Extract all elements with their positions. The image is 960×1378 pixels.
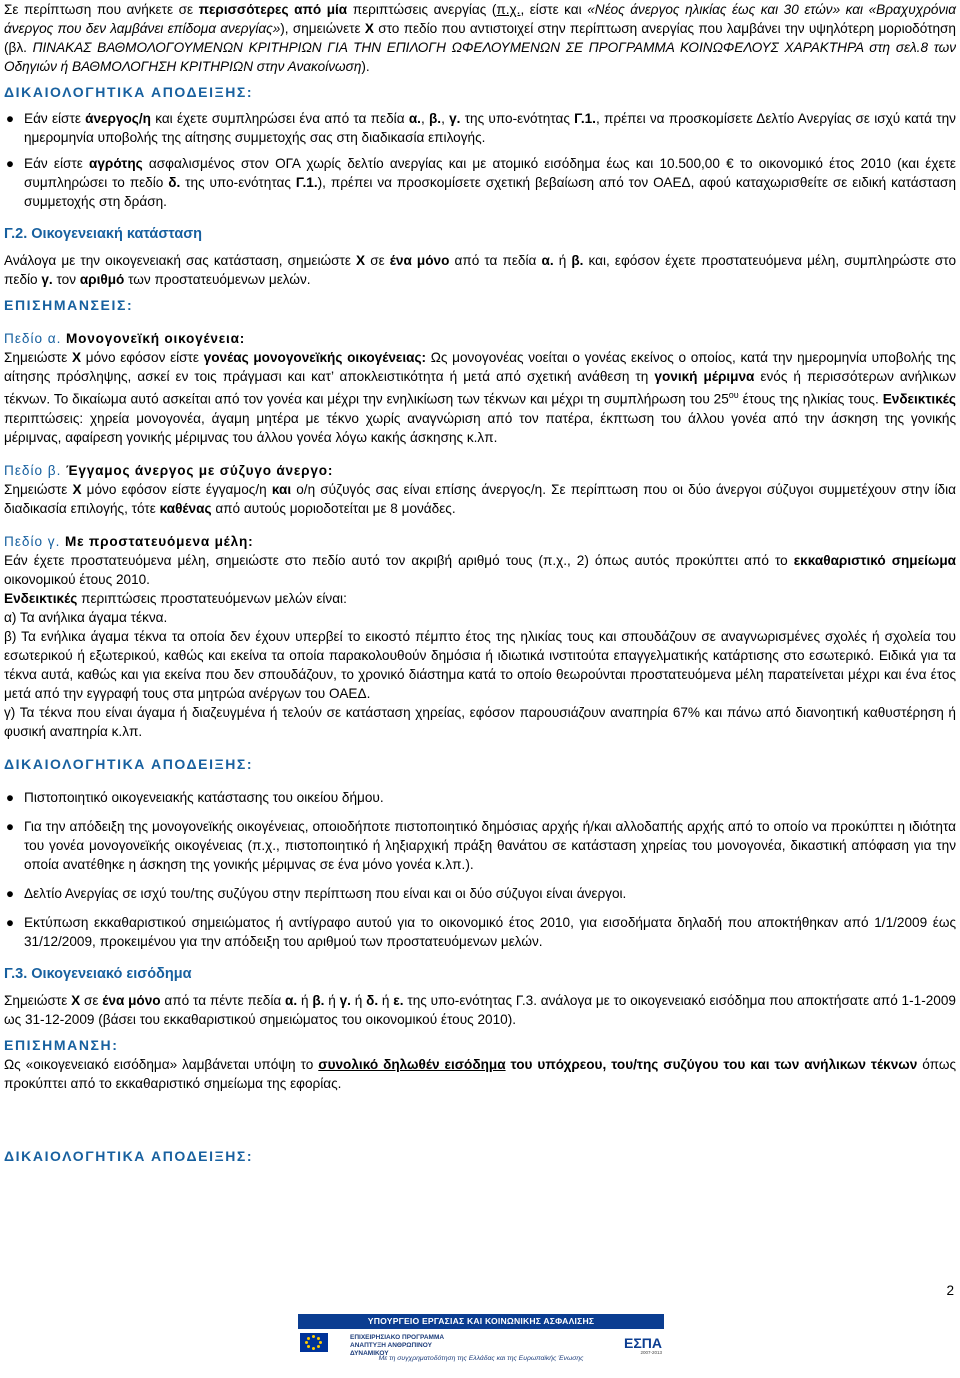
g2-intro-paragraph: Ανάλογα με την οικογενειακή σας κατάσταση, σημειώστε Χ σε ένα μόνο από τα πεδία α. ή β. και, εφόσον έχετε προστατευόμενα μέλη, συμπληρώστε στο πεδίο γ. τον αριθμό των προστατευόμενων μελών.	[4, 253, 957, 287]
g3-paragraph: Σημειώστε Χ σε ένα μόνο από τα πέντε πεδία α. ή β. ή γ. ή δ. ή ε. της υπο-ενότητας Γ.3. ανάλογα με το οικογενειακό εισόδημα που αποκτήσατε από 1-1-2009 ως 31-12-2009 (βάσει του εκκαθαριστικού σημειώματος του οικονομικού έτους 2010).	[4, 992, 956, 1027]
bullet-icon: ●	[5, 789, 15, 805]
footer-caption: Με τη συγχρηματοδότηση της Ελλάδας και της Ευρωπαϊκής Ένωσης	[378, 1355, 584, 1362]
field-c-paragraph: Εάν έχετε προστατευόμενα μέλη, σημειώστε στο πεδίο αυτό τον ακριβή αριθμό τους (π.χ., 2) όπως αυτός προκύπτει από το εκκαθαριστικό σημείωμα οικονομικού έτους 2010.	[4, 552, 956, 587]
field-c-item-c: γ) Τα τέκνα που είναι άγαμα ή διαζευγμένα ή τελούν σε κατάσταση χηρείας, εφόσον παρουσιάζουν αναπηρία 67% και πάνω από διανοητική καθυστέρηση ή φυσική αναπηρία κ.λπ.	[4, 704, 956, 739]
program-logo: ΕΠΙΧΕΙΡΗΣΙΑΚΟ ΠΡΟΓΡΑΜΜΑ ΑΝΑΠΤΥΞΗ ΑΝΘΡΩΠΙΝΟΥ ΔΥΝΑΜΙΚΟΥ	[350, 1334, 445, 1357]
field-c-heading: Πεδίο γ. Με προστατευόμενα μέλη:	[4, 533, 254, 549]
list-item: ● Εάν είστε άνεργος/η και έχετε συμπληρώσει ένα από τα πεδία α., β., γ. της υπο-ενότητας Γ.1., πρέπει να προσκομίσετε Δελτίο Ανεργίας σε ισχύ κατά την ημερομηνία υποβολής της αίτησης συμμετοχής σας στη διαδικασία επιλογής.	[5, 111, 956, 145]
espa-logo: ΕΣΠΑ	[624, 1335, 662, 1351]
document-page	[4, 0, 956, 1166]
espa-years: 2007-2013	[640, 1350, 662, 1355]
list-item: ● Πιστοποιητικό οικογενειακής κατάστασης του οικείου δήμου.	[5, 789, 384, 805]
field-b-paragraph: Σημειώστε Χ μόνο εφόσον είστε έγγαμος/η και ο/η σύζυγός σας είναι επίσης άνεργος/η. Σε περίπτωση που οι δύο άνεργοι σύζυγοι συμμετέχουν στην ίδια διαδικασία επιλογής, τότε καθένας από αυτούς μοριοδοτείται με 8 μονάδες.	[4, 481, 956, 516]
bullet-icon: ●	[5, 818, 15, 834]
field-c-item-a: α) Τα ανήλικα άγαμα τέκνα.	[4, 609, 168, 625]
eu-flag-icon	[300, 1333, 328, 1352]
section-heading-g3: Γ.3. Οικογενειακό εισόδημα	[4, 965, 192, 982]
proofs-heading-2: ΔΙΚΑΙΟΛΟΓΗΤΙΚΑ ΑΠΟΔΕΙΞΗΣ:	[4, 755, 254, 772]
page-number: 2	[946, 1283, 954, 1298]
field-a-paragraph: Σημειώστε Χ μόνο εφόσον είστε γονέας μονογονεϊκής οικογένειας: Ως μονογονέας νοείται ο γονέας εκείνος ο οποίος, κατά την ημερομηνία υποβολής της αίτησης πρόσληψης, ασκεί εν τοις πράγμασι και κατ’ αποκλειστικότητα ή μετά από σχετική ανάθεση τη γονική μέριμνα ενός ή περισσότερων ανήλικων τέκνων. Το δικαίωμα αυτό ασκείται από τον γονέα και μέχρι την ενηλικίωση των τέκνων και μέχρι τη συμπλήρωση του $25^{o\upsilon}$ έτους της ηλικίας τους. Ενδεικτικές περιπτώσεις: χηρεία μονογονέα, άγαμη μητέρα με τέκνο χωρίς αναγνώριση από τον πατέρα, έκπτωση του άλλου γονέα από την άσκηση της γονικής μέριμνας, αφαίρεση γονικής μέριμνας του άλλου γονέα λόγω κακής άσκησης κ.λπ.	[4, 350, 956, 445]
proofs-heading-3: ΔΙΚΑΙΟΛΟΓΗΤΙΚΑ ΑΠΟΔΕΙΞΗΣ:	[4, 1147, 254, 1164]
footer-banner	[298, 1314, 664, 1364]
proofs-list-1	[4, 109, 956, 211]
field-c-item-b: β) Τα ενήλικα άγαμα τέκνα τα οποία δεν έχουν υπερβεί το εικοστό πέμπτο έτος της ηλικίας τους και σπουδάζουν σε αναγνωρισμένες σχολές ή σχολεία του εσωτερικού ή εξωτερικού, καθώς και εκείνα τα οποία παρακολουθούν δημόσια ή ιδιωτικά ινστιτούτα επαγγελματικής κατάρτισης στο εσωτερικό. Ειδικά για τα τέκνα αυτά, καθώς και για εκείνα που δεν σπουδάζουν, το χρονικό διάστημα κατά το οποίο θεωρούνται προστατευόμενα μέλη παρατείνεται μέχρι και ένα έτος μετά από την εγγραφή τους στα μητρώα ανέργων του ΟΑΕΔ.	[4, 628, 956, 701]
section-heading-g2: Γ.2. Οικογενειακή κατάσταση	[4, 226, 203, 242]
notes-heading: ΕΠΙΣΗΜΑΝΣΕΙΣ:	[4, 297, 134, 313]
list-item: ● Για την απόδειξη της μονογονεϊκής οικογένειας, οποιοδήποτε πιστοποιητικό δημόσιας αρχής ή/και αλλοδαπής αρχής από το οποίο να προκύπτει η ιδιότητα του γονέα μονογονεϊκής οικογένειας (π.χ., πιστοποιητικό ή ληξιαρχική πράξη θανάτου σε κατάσταση χηρείας του μονογονέα, δικαστική απόφαση για την οποία ανατέθηκε η άσκηση της γονικής μέριμνας σε ένα μόνο γονέα κ.λπ.).	[5, 818, 956, 872]
bullet-icon: ●	[5, 111, 15, 126]
bullet-icon: ●	[5, 885, 15, 901]
field-a-heading: Πεδίο α. Μονογονεϊκή οικογένεια:	[4, 331, 246, 346]
field-b-heading: Πεδίο β. Έγγαμος άνεργος με σύζυγο άνεργο:	[4, 462, 334, 478]
list-item: ● Εάν είστε αγρότης ασφαλισμένος στον ΟΓΑ χωρίς δελτίο ανεργίας και με ατομικό εισόδημα έως και 10.500,00 € το οικονομικό έτος 2010 (και έχετε συμπληρώσει το πεδίο δ. της υπο-ενότητας Γ.1.), πρέπει να προσκομίσετε σχετική βεβαίωση από τον ΟΑΕΔ, αφού καταχωρισθείτε σε ειδική κατάσταση συμμετοχής στη δράση.	[5, 156, 957, 209]
bullet-icon: ●	[5, 914, 15, 930]
field-c-examples: Ενδεικτικές περιπτώσεις προστατευόμενων μελών είναι:	[4, 590, 347, 606]
ministry-bar: ΥΠΟΥΡΓΕΙΟ ΕΡΓΑΣΙΑΣ ΚΑΙ ΚΟΙΝΩΝΙΚΗΣ ΑΣΦΑΛΙΣΗΣ	[298, 1314, 664, 1329]
note-heading: ΕΠΙΣΗΜΑΝΣΗ:	[4, 1036, 119, 1053]
intro-paragraph: Σε περίπτωση που ανήκετε σε περισσότερες από μία περιπτώσεις ανεργίας (π.χ., είστε και «Νέος άνεργος ηλικίας έως και 30 ετών» και «Βραχυχρόνια άνεργος που δεν λαμβάνει επίδομα ανεργίας»), σημειώνετε Χ στο πεδίο που αντιστοιχεί στην περίπτωση ανεργίας που λαμβάνει την υψηλότερη μοριοδότηση (βλ. ΠΙΝΑΚΑΣ ΒΑΘΜΟΛΟΓΟΥΜΕΝΩΝ ΚΡΙΤΗΡΙΩΝ ΓΙΑ ΤΗΝ ΕΠΙΛΟΓΗ ΩΦΕΛΟΥΜΕΝΩΝ ΣΕ ΠΡΟΓΡΑΜΜΑ ΚΟΙΝΩΦΕΛΟΥΣ ΧΑΡΑΚΤΗΡΑ στη σελ.8 των Οδηγιών ή ΒΑΘΜΟΛΟΓΗΣΗ ΚΡΙΤΗΡΙΩΝ στην Ανακοίνωση).	[4, 2, 957, 74]
bullet-icon: ●	[5, 156, 15, 171]
list-item: ● Δελτίο Ανεργίας σε ισχύ του/της συζύγου στην περίπτωση που είναι και οι δύο σύζυγοι είναι άνεργοι.	[5, 885, 627, 901]
g3-note-paragraph: Ως «οικογενειακό εισόδημα» λαμβάνεται υπόψη το συνολικό δηλωθέν εισόδημα του υπόχρεου, του/της συζύγου του και των ανήλικων τέκνων όπως προκύπτει από το εκκαθαριστικό σημείωμα της εφορίας.	[4, 1056, 956, 1091]
proofs-heading-1: ΔΙΚΑΙΟΛΟΓΗΤΙΚΑ ΑΠΟΔΕΙΞΗΣ:	[4, 84, 254, 100]
list-item: ● Εκτύπωση εκκαθαριστικού σημειώματος ή αντίγραφο αυτού για το οικονομικό έτος 2010, για εισοδήματα δηλαδή που αποκτήθηκαν από 1/1/2009 έως 31/12/2009, προκειμένου για την απόδειξη του αριθμού των προστατευόμενων μελών.	[5, 914, 956, 949]
proofs-list-2	[4, 788, 956, 951]
